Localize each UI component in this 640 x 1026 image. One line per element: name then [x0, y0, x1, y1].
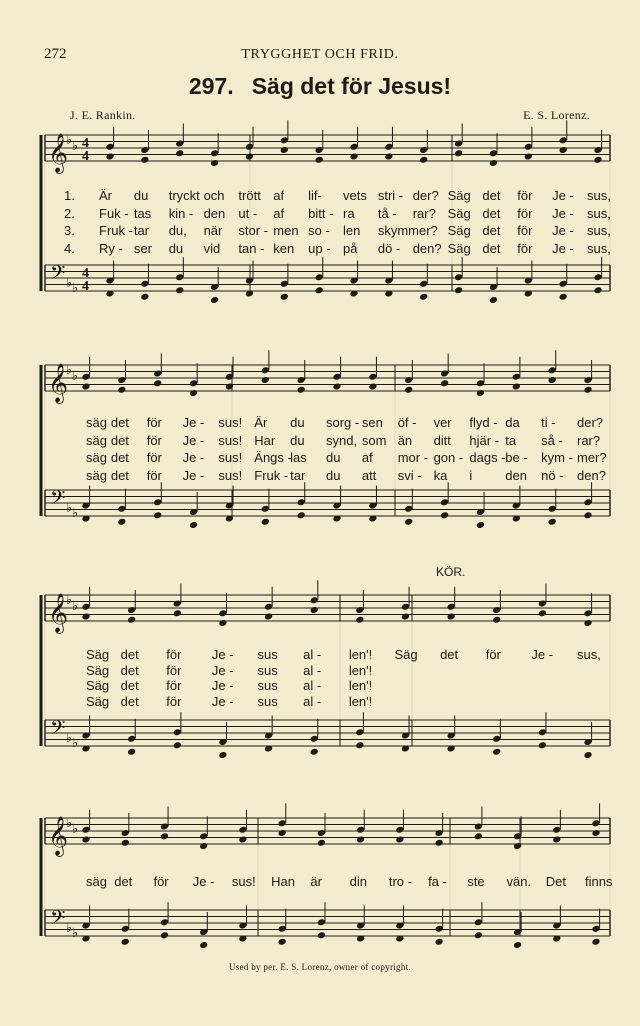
- lyric-syllable: stor -: [238, 223, 269, 238]
- lyric-syllable: du,: [168, 223, 187, 238]
- treble-note-head: [559, 146, 568, 154]
- lyric-syllable: det: [482, 205, 501, 221]
- lyric-syllable: Je -: [211, 693, 234, 709]
- lyric-syllable: sus!: [218, 432, 243, 448]
- composer-credit: E. S. Lorenz.: [523, 108, 590, 122]
- bass-note-head: [492, 748, 501, 756]
- treble-note-head: [593, 156, 602, 164]
- lyric-syllable: sus: [257, 647, 278, 662]
- lyric-syllable: Je -: [552, 240, 574, 256]
- lyric-syllable: än: [397, 432, 413, 448]
- time-signature-4: 4: [82, 266, 89, 281]
- bass-note-head: [489, 296, 498, 304]
- copyright-note: Used by per. E. S. Lorenz, owner of copyright.: [228, 962, 411, 972]
- lyric-syllable: det: [482, 188, 501, 203]
- bass-note-head: [218, 751, 227, 759]
- treble-note-head: [435, 839, 444, 847]
- lyric-syllable: af: [361, 450, 373, 465]
- bass-clef-icon: 𝄢: [50, 718, 66, 744]
- flat-sign-icon: ♭: [66, 730, 73, 745]
- treble-note-head: [476, 389, 485, 397]
- lyric-syllable: kym -: [541, 450, 573, 465]
- lyric-syllable: det: [482, 223, 501, 238]
- treble-note-head: [189, 389, 198, 397]
- treble-note-head: [117, 386, 126, 394]
- lyric-syllable: Har: [254, 432, 276, 448]
- lyric-syllable: svi -: [397, 467, 422, 483]
- lyric-syllable: för: [517, 188, 533, 203]
- lyric-syllable: men: [273, 223, 299, 238]
- lyric-syllable: Je -: [531, 647, 554, 662]
- lyric-syllable: och: [203, 188, 225, 203]
- lyric-syllable: du: [133, 188, 149, 203]
- bass-note-head: [476, 521, 485, 529]
- lyric-syllable: gon -: [433, 450, 464, 465]
- treble-note-head: [245, 152, 254, 160]
- lyric-syllable: det: [114, 874, 133, 889]
- lyric-syllable: lif-: [308, 188, 322, 203]
- bass-note-head: [315, 286, 324, 294]
- lyric-syllable: sus!: [218, 467, 243, 483]
- flat-sign-icon: ♭: [66, 920, 73, 935]
- treble-note-head: [384, 152, 393, 160]
- verse-number: 2.: [64, 205, 75, 221]
- bass-note-head: [173, 741, 182, 749]
- lyric-syllable: ditt: [433, 432, 451, 448]
- flat-sign-icon: ♭: [66, 592, 73, 607]
- lyric-syllable: flyd -: [469, 415, 498, 430]
- lyric-syllable: du: [290, 432, 305, 448]
- bass-note-head: [153, 511, 162, 519]
- lyric-syllable: trött: [238, 188, 261, 203]
- lyric-syllable: fa -: [428, 874, 447, 889]
- treble-note-head: [264, 612, 273, 620]
- lyric-syllable: på: [343, 240, 358, 256]
- lyric-syllable: Je -: [182, 432, 205, 448]
- treble-note-head: [513, 842, 522, 850]
- flat-sign-icon: ♭: [72, 925, 79, 940]
- bass-note-head: [317, 931, 326, 939]
- bass-note-head: [404, 518, 413, 526]
- lyric-syllable: be -: [505, 450, 528, 465]
- bass-note-head: [538, 741, 547, 749]
- lyric-syllable: tro -: [388, 874, 412, 889]
- time-signature-4: 4: [82, 149, 89, 164]
- flat-sign-icon: ♭: [66, 500, 73, 515]
- running-head: TRYGGHET OCH FRID.: [241, 47, 399, 62]
- lyric-syllable: sus: [257, 693, 278, 709]
- chorus-marking: KÖR.: [436, 565, 466, 579]
- lyric-syllable: för: [485, 647, 501, 662]
- lyric-syllable: sus!: [231, 874, 256, 889]
- lyric-syllable: af: [273, 205, 285, 221]
- lyric-syllable: Säg: [86, 662, 110, 678]
- lyric-syllable: stri -: [377, 188, 404, 203]
- treble-note-head: [210, 159, 219, 167]
- lyric-syllable: ser: [133, 240, 152, 256]
- bass-clef-icon: 𝄢: [50, 263, 66, 289]
- lyric-syllable: Je -: [552, 223, 574, 238]
- bass-note-head: [127, 748, 136, 756]
- treble-note-head: [225, 382, 234, 390]
- bass-note-head: [440, 511, 449, 519]
- bass-clef-icon: 𝄢: [50, 488, 66, 514]
- lyric-syllable: Je -: [211, 662, 234, 678]
- flat-sign-icon: ♭: [72, 598, 79, 613]
- lyric-syllable: det: [120, 662, 139, 678]
- treble-note-head: [261, 376, 270, 384]
- lyric-syllable: sus: [257, 662, 278, 678]
- lyric-syllable: den?: [412, 240, 442, 256]
- flat-sign-icon: ♭: [66, 362, 73, 377]
- lyric-syllable: Fruk -: [254, 467, 289, 483]
- lyric-syllable: sus!: [218, 415, 243, 430]
- lyric-syllable: du: [326, 450, 341, 465]
- bass-note-head: [513, 941, 522, 949]
- treble-note-head: [474, 832, 483, 840]
- bass-note-head: [278, 938, 287, 946]
- bass-note-head: [474, 931, 483, 939]
- lyric-syllable: säg: [86, 467, 107, 483]
- verse-number: 4.: [64, 240, 75, 256]
- treble-note-head: [440, 379, 449, 387]
- lyric-syllable: Je -: [192, 874, 215, 889]
- treble-note-head: [127, 616, 136, 624]
- lyric-syllable: der?: [577, 415, 604, 430]
- treble-note-head: [81, 835, 90, 843]
- treble-note-head: [524, 152, 533, 160]
- treble-note-head: [280, 146, 289, 154]
- treble-note-head: [199, 842, 208, 850]
- lyric-syllable: Han: [271, 874, 295, 889]
- lyric-syllable: Je -: [211, 647, 234, 662]
- lyric-syllable: att: [361, 467, 377, 483]
- treble-note-head: [349, 152, 358, 160]
- lyric-syllable: Säg: [86, 693, 110, 709]
- lyric-syllable: för: [146, 450, 162, 465]
- treble-note-head: [552, 835, 561, 843]
- lyric-syllable: vän.: [506, 874, 532, 889]
- lyric-syllable: för: [166, 662, 182, 678]
- lyric-syllable: Är: [254, 415, 268, 430]
- lyric-syllable: när: [203, 223, 223, 238]
- lyric-syllable: sus,: [577, 647, 601, 662]
- lyric-syllable: ver: [433, 415, 452, 430]
- lyric-syllable: Säg: [447, 188, 471, 203]
- lyric-syllable: len: [343, 223, 361, 238]
- lyric-syllable: rar?: [577, 432, 601, 448]
- lyric-syllable: Je -: [182, 450, 205, 465]
- treble-note-head: [368, 382, 377, 390]
- treble-note-head: [548, 376, 557, 384]
- bass-note-head: [140, 293, 149, 301]
- bass-note-head: [583, 751, 592, 759]
- treble-note-head: [173, 609, 182, 617]
- lyric-syllable: för: [146, 467, 162, 483]
- lyric-syllable: tå -: [377, 205, 397, 221]
- bass-note-head: [419, 293, 428, 301]
- treble-note-head: [121, 839, 130, 847]
- lyric-syllable: ta: [505, 432, 517, 448]
- lyric-syllable: tas: [133, 205, 152, 221]
- lyric-syllable: hjär -: [469, 432, 500, 448]
- lyric-syllable: len'!: [348, 647, 373, 662]
- lyric-syllable: för: [517, 240, 533, 256]
- lyric-syllable: det: [110, 415, 129, 430]
- lyric-syllable: tryckt: [168, 188, 200, 203]
- treble-note-head: [583, 386, 592, 394]
- lyric-syllable: mer?: [577, 450, 607, 465]
- lyric-syllable: för: [517, 223, 533, 238]
- treble-note-head: [317, 839, 326, 847]
- lyric-syllable: synd,: [326, 432, 358, 448]
- lyric-syllable: säg: [86, 415, 107, 430]
- lyric-syllable: sus!: [218, 450, 243, 465]
- lyric-syllable: vid: [203, 240, 221, 256]
- bass-note-head: [199, 941, 208, 949]
- lyric-syllable: mor -: [397, 450, 429, 465]
- lyric-syllable: säg: [86, 874, 107, 889]
- bass-note-head: [583, 511, 592, 519]
- lyric-syllable: finns: [585, 874, 613, 889]
- treble-clef-icon: 𝄞: [48, 365, 69, 402]
- lyric-syllable: Säg: [86, 647, 110, 662]
- time-signature-4: 4: [82, 136, 89, 151]
- verse-number: 1.: [64, 188, 75, 203]
- lyric-syllable: för: [146, 432, 162, 448]
- lyric-syllable: len'!: [348, 693, 373, 709]
- lyric-syllable: nö -: [541, 467, 564, 483]
- lyric-syllable: da: [505, 415, 520, 430]
- treble-note-head: [140, 156, 149, 164]
- flat-sign-icon: ♭: [72, 280, 79, 295]
- flat-sign-icon: ♭: [66, 132, 73, 147]
- lyric-syllable: dö -: [377, 240, 401, 256]
- lyric-syllable: säg: [86, 450, 107, 465]
- lyric-syllable: den: [505, 467, 527, 483]
- treble-note-head: [538, 609, 547, 617]
- lyric-syllable: Je -: [552, 205, 574, 221]
- bass-note-head: [355, 741, 364, 749]
- lyric-syllable: i: [469, 467, 473, 483]
- lyric-syllable: ra: [343, 205, 355, 221]
- lyric-syllable: len'!: [348, 678, 373, 693]
- bass-clef-icon: 𝄢: [50, 908, 66, 934]
- lyric-syllable: tan -: [238, 240, 265, 256]
- lyric-syllable: det: [110, 467, 129, 483]
- lyric-syllable: rar?: [412, 205, 436, 221]
- lyric-syllable: bitt -: [308, 205, 334, 221]
- bass-note-head: [593, 286, 602, 294]
- lyric-syllable: det: [110, 450, 129, 465]
- treble-note-head: [310, 606, 319, 614]
- lyric-syllable: som: [361, 432, 387, 448]
- bass-note-head: [175, 286, 184, 294]
- lyric-syllable: sorg -: [326, 415, 360, 430]
- lyric-syllable: ken: [273, 240, 295, 256]
- treble-note-head: [591, 829, 600, 837]
- lyric-syllable: las: [290, 450, 307, 465]
- lyric-syllable: tar: [290, 467, 306, 483]
- lyric-syllable: Je -: [182, 415, 205, 430]
- lyric-syllable: sus,: [587, 240, 611, 256]
- lyric-syllable: sus: [257, 678, 278, 693]
- lyric-syllable: så -: [541, 432, 563, 448]
- lyric-syllable: Säg: [447, 240, 471, 256]
- lyric-syllable: af: [273, 188, 285, 203]
- flat-sign-icon: ♭: [66, 275, 73, 290]
- lyric-syllable: din: [349, 874, 367, 889]
- bass-note-head: [435, 938, 444, 946]
- lyric-syllable: ste: [467, 874, 485, 889]
- treble-note-head: [512, 382, 521, 390]
- bass-note-head: [310, 748, 319, 756]
- lyric-syllable: för: [517, 205, 533, 221]
- treble-note-head: [454, 149, 463, 157]
- treble-clef-icon: 𝄞: [48, 595, 69, 632]
- bass-note-head: [548, 518, 557, 526]
- page-number: 272: [44, 46, 67, 62]
- lyric-syllable: Je -: [211, 678, 234, 693]
- lyric-syllable: den: [203, 205, 226, 221]
- treble-note-head: [218, 619, 227, 627]
- lyric-syllable: Det: [545, 874, 566, 889]
- bass-note-head: [121, 938, 130, 946]
- lyric-syllable: det: [440, 647, 459, 662]
- lyric-syllable: den?: [577, 467, 606, 483]
- lyric-syllable: Fuk -: [99, 205, 129, 221]
- treble-note-head: [105, 152, 114, 160]
- lyric-syllable: dags -: [469, 450, 506, 465]
- flat-sign-icon: ♭: [66, 815, 73, 830]
- lyric-syllable: ka: [433, 467, 448, 483]
- bass-note-head: [591, 938, 600, 946]
- lyric-syllable: för: [146, 415, 162, 430]
- bass-note-head: [210, 296, 219, 304]
- treble-note-head: [404, 386, 413, 394]
- lyric-syllable: ut -: [238, 205, 258, 221]
- lyric-syllable: Ry -: [99, 240, 123, 256]
- lyric-syllable: al -: [303, 693, 322, 709]
- lyric-syllable: du: [290, 415, 305, 430]
- lyric-syllable: skymmer?: [377, 223, 438, 238]
- lyric-syllable: det: [120, 693, 139, 709]
- treble-note-head: [81, 382, 90, 390]
- bass-note-head: [117, 518, 126, 526]
- treble-note-head: [175, 149, 184, 157]
- treble-note-head: [356, 835, 365, 843]
- hymn-number: 297.: [188, 73, 234, 99]
- lyric-syllable: sus,: [587, 223, 611, 238]
- lyric-syllable: Ängs -: [254, 450, 292, 465]
- flat-sign-icon: ♭: [72, 505, 79, 520]
- verse-number: 3.: [64, 223, 75, 238]
- lyric-syllable: al -: [303, 678, 322, 693]
- treble-note-head: [315, 156, 324, 164]
- lyric-syllable: för: [166, 678, 182, 693]
- treble-note-head: [419, 156, 428, 164]
- lyric-syllable: der?: [412, 188, 439, 203]
- lyric-syllable: det: [482, 240, 501, 256]
- lyric-syllable: sus,: [587, 205, 611, 221]
- hymn-title-text: Säg det för Jesus!: [251, 73, 452, 99]
- treble-note-head: [583, 619, 592, 627]
- lyric-syllable: öf -: [397, 415, 417, 430]
- lyric-syllable: för: [166, 647, 182, 662]
- treble-clef-icon: 𝄞: [48, 818, 69, 855]
- flat-sign-icon: ♭: [72, 368, 79, 383]
- lyric-syllable: ti -: [541, 415, 556, 430]
- flat-sign-icon: ♭: [72, 821, 79, 836]
- treble-note-head: [332, 382, 341, 390]
- lyric-syllable: det: [110, 432, 129, 448]
- lyric-syllable: för: [166, 693, 182, 709]
- lyric-syllable: är: [310, 874, 322, 889]
- lyric-syllable: Je -: [182, 467, 205, 483]
- lyric-syllable: sen: [361, 415, 383, 430]
- lyric-syllable: up -: [308, 240, 331, 256]
- treble-note-head: [401, 612, 410, 620]
- lyric-syllable: len'!: [348, 662, 373, 678]
- treble-note-head: [160, 832, 169, 840]
- lyric-syllable: säg: [86, 432, 107, 448]
- treble-note-head: [153, 379, 162, 387]
- lyric-syllable: Säg: [86, 678, 110, 693]
- treble-note-head: [395, 835, 404, 843]
- lyric-syllable: sus,: [587, 188, 611, 203]
- bass-note-head: [280, 293, 289, 301]
- bass-note-head: [297, 511, 306, 519]
- treble-note-head: [278, 829, 287, 837]
- treble-note-head: [238, 835, 247, 843]
- lyric-syllable: Säg: [447, 205, 471, 221]
- lyric-syllable: al -: [303, 662, 322, 678]
- lyric-syllable: Je -: [552, 188, 574, 203]
- lyric-syllable: tar: [133, 223, 150, 238]
- lyric-syllable: Säg: [394, 647, 418, 662]
- lyric-syllable: du: [168, 240, 184, 256]
- lyric-syllable: det: [120, 647, 139, 662]
- flat-sign-icon: ♭: [72, 138, 79, 153]
- lyric-syllable: det: [120, 678, 139, 693]
- time-signature-4: 4: [82, 279, 89, 294]
- lyric-syllable: Är: [99, 188, 112, 203]
- treble-note-head: [489, 159, 498, 167]
- lyric-syllable: du: [326, 467, 341, 483]
- lyric-syllable: vets: [343, 188, 367, 203]
- treble-note-head: [81, 612, 90, 620]
- treble-clef-icon: 𝄞: [48, 135, 69, 172]
- treble-note-head: [297, 386, 306, 394]
- lyric-syllable: för: [153, 874, 169, 889]
- flat-sign-icon: ♭: [72, 735, 79, 750]
- bass-note-head: [454, 286, 463, 294]
- bass-note-head: [559, 293, 568, 301]
- treble-note-head: [447, 612, 456, 620]
- lyric-syllable: al -: [303, 647, 322, 662]
- bass-note-head: [189, 521, 198, 529]
- lyricist-credit: J. E. Rankin.: [70, 108, 136, 122]
- bass-note-head: [160, 931, 169, 939]
- lyric-syllable: Fruk -: [99, 223, 133, 238]
- treble-note-head: [492, 616, 501, 624]
- treble-note-head: [355, 616, 364, 624]
- lyric-syllable: so -: [308, 223, 330, 238]
- lyric-syllable: kin -: [168, 205, 194, 221]
- lyric-syllable: Säg: [447, 223, 471, 238]
- bass-note-head: [261, 518, 270, 526]
